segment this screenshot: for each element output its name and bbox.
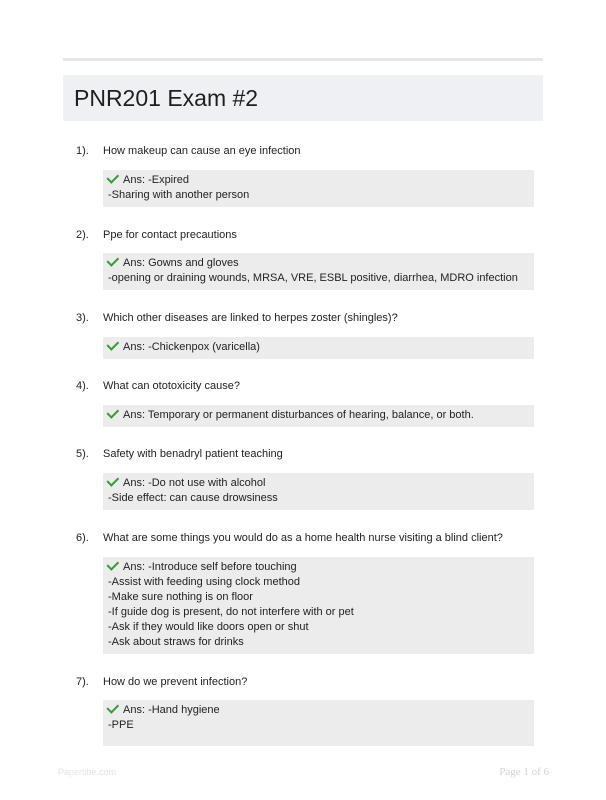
answer-line: Ans: -Chickenpox (varicella): [123, 341, 260, 353]
question-number: 5).: [76, 448, 89, 460]
answer-line: Ans: -Introduce self before touching: [123, 561, 297, 573]
question-number: 6).: [76, 532, 89, 544]
footer-watermark: Papertibe.com: [58, 767, 117, 777]
answer-line: -Assist with feeding using clock method: [108, 576, 300, 588]
check-icon: [106, 701, 119, 714]
answer-line: -Sharing with another person: [108, 189, 250, 201]
top-divider: [63, 58, 543, 61]
question-number: 3).: [76, 312, 89, 324]
check-icon: [106, 406, 119, 419]
question-text: Safety with benadryl patient teaching: [103, 448, 283, 460]
question-text: How makeup can cause an eye infection: [103, 145, 301, 157]
question-number: 1).: [76, 145, 89, 157]
answer-line: -Ask about straws for drinks: [108, 636, 244, 648]
title-bar: [63, 75, 543, 121]
answer-line: Ans: -Expired: [123, 174, 190, 186]
check-icon: [106, 338, 119, 351]
answer-line: Ans: -Hand hygiene: [123, 704, 220, 716]
question-number: 7).: [76, 676, 89, 688]
answer-line: -Make sure nothing is on floor: [108, 591, 253, 603]
answer-line: -Side effect: can cause drowsiness: [108, 492, 278, 504]
answer-box: [103, 700, 534, 746]
question-text: Ppe for contact precautions: [103, 229, 237, 241]
answer-box: [103, 337, 534, 359]
question-text: What are some things you would do as a home health nurse visiting a blind client?: [103, 532, 503, 544]
answer-line: -Ask if they would like doors open or shut: [108, 621, 309, 633]
answer-line: -If guide dog is present, do not interfere with or pet: [108, 606, 354, 618]
page-title: PNR201 Exam #2: [74, 84, 259, 111]
answer-box: [103, 253, 534, 290]
answer-line: -PPE: [108, 719, 134, 731]
answer-box: [103, 170, 534, 207]
answer-box: [103, 557, 534, 654]
answer-box: [103, 473, 534, 510]
answer-line: Ans: -Do not use with alcohol: [123, 477, 266, 489]
check-icon: [106, 474, 119, 487]
check-icon: [106, 254, 119, 267]
answer-line: Ans: Temporary or permanent disturbances of hearing, balance, or both.: [123, 409, 474, 421]
answer-line: -opening or draining wounds, MRSA, VRE, ESBL positive, diarrhea, MDRO infection: [108, 272, 518, 284]
question-number: 4).: [76, 380, 89, 392]
page-indicator: Page 1 of 6: [499, 766, 549, 778]
answer-line: Ans: Gowns and gloves: [123, 257, 239, 269]
check-icon: [106, 558, 119, 571]
question-number: 2).: [76, 229, 89, 241]
question-text: Which other diseases are linked to herpes zoster (shingles)?: [103, 312, 398, 324]
question-text: What can ototoxicity cause?: [103, 380, 240, 392]
check-icon: [106, 171, 119, 184]
answer-box: [103, 405, 534, 427]
question-text: How do we prevent infection?: [103, 676, 248, 688]
